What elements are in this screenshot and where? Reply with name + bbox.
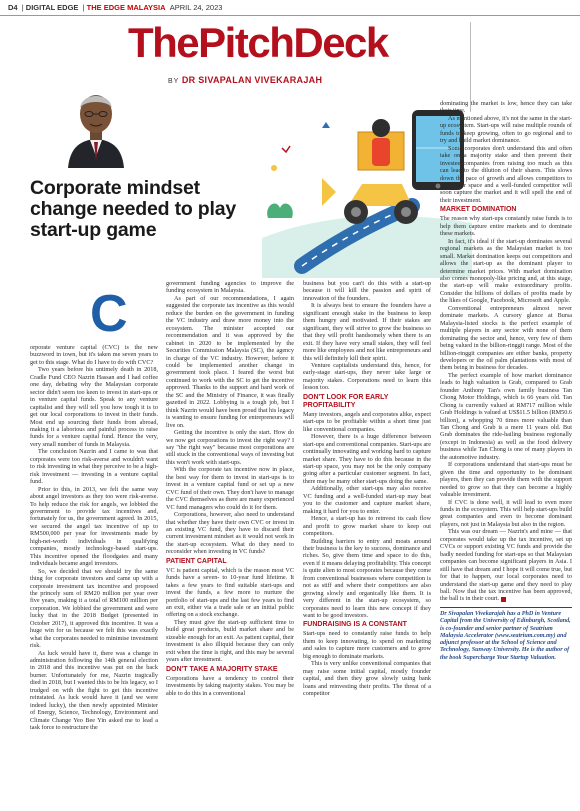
end-mark-icon (501, 597, 506, 602)
drop-cap: C (90, 285, 128, 343)
subheading-majority-stake: DON'T TAKE A MAJORITY STAKE (166, 665, 278, 673)
article-column-4 (440, 8, 572, 662)
paragraph: If CVC is done well, it will lead to even more funds in the ecosystem. This will help start-ups build great companies and even to become dominant players, not just in Malaysia but also in the region. (440, 498, 572, 528)
paragraph: As part of our recommendations, I again suggested the corporate tax incentive as this would reduce the burden on the government in funding the VC industry and draw more money into the ecosystem. The minister accepted our recommendation and it was approved by the cabinet in 2020 to be implemented by the Securities Commission Malaysia (SC), the agency in charge of the VC industry. However, before it could be implemented another change in government took place. I feared the worst but continued to work with the SC to get the incentive approved. Thanks to the support and hard work of the SC and the Ministry of Finance, it was finally gazetted in 2022. Lobbying is a tough job, but I think Nazrin would have been proud that his legacy is wanting to ensure funding for entrepreneurs will live on. (166, 294, 294, 429)
paragraph: VC is patient capital, which is the reason most VC funds have a seven- to 10-year fund lifetime. It takes a few years to find suitable start-ups and invest the funds, a few more to nurture the portfolio of start-ups and the last few years to find an exit, either via a trade sale or an initial public offering on a stock exchange. (166, 566, 294, 619)
article-column-3 (303, 280, 431, 698)
paragraph: In fact, it's ideal if the start-up dominates several regional markets as the Malaysian market is too small. Market domination keeps out competitors and allows the start-up as the dominant player to determine market prices. With market domination also comes monopoly-like pricing and, at this stage, the start-up will make extraordinary profits. Consider the billions of dollars of profits made by the likes of Google, Facebook, Microsoft and Apple. (440, 237, 572, 305)
article-column-2 (166, 280, 294, 697)
final-paragraph-text: This was our dream — Nazrin's and mine — that corporates would take up the tax incentive, set up CVCs or support existing VC funds and provide the badly needed funding for start-ups so that Malaysian companies can become significant players in Asia. I still have that dream and I hope it will come true, but for that to happen, our local corporates need to understand the start-up game and they need to play ball. Now that the tax incentive has been approved, the ball is in their court. (440, 528, 572, 603)
publication-name: THE EDGE MALAYSIA (86, 3, 166, 12)
paragraph: Start-ups need to constantly raise funds to help them to keep innovating, to spend on marketing and sales to capture more customers and to grow big enough to dominate markets. (303, 630, 431, 660)
paragraph-final (440, 528, 572, 603)
paragraph: Prior to this, in 2013, we felt the same way about angel investors as they too were risk-averse. To help reduce the risk for angels, we lobbied the government to provide tax incentives and, fortunately for us, the government agreed. In 2015, we secured the angel tax incentive of up to RM500,000 per year for investments made by high-net-worth individuals in qualifying companies, mostly technology-based start-ups. This incentive opened the floodgates and many individuals became angel investors. (30, 485, 158, 568)
paragraph: Many investors, angels and corporates alike, expect start-ups to be profitable within a short time just like conventional companies. (303, 410, 431, 433)
subheading-fundraising: FUNDRAISING IS A CONSTANT (303, 621, 407, 629)
paragraph: They must give the start-up sufficient time to build great products, build market share and be sizeable enough for an exit. As patient capital, their investment is also illiquid because they can only exit when the time is right, and this may be several years after investment. (166, 618, 294, 664)
paragraph: If corporations understand that start-ups must be given the time and opportunity to be dominant players, then they can provide them with the support needed to grow so that they can become a highly valuable investment. (440, 461, 572, 499)
paragraph: Venture capitalists understand this, hence, for early-stage start-ups, they never take large or majority stakes. Corporations need to learn this lesson too. (303, 361, 431, 392)
paragraph: It is always best to ensure the founders have a significant enough stake in the business to keep them hungry and motivated. If their stakes are significant, they will strive to grow the business so that they will profit handsomely when there is an exit. If they have very small stakes, they will feel more like employees and not like entrepreneurs and this will definitely kill their spirit. (303, 302, 432, 362)
paragraph: Some corporates don't understand this and often take on a majority stake and then prevent their investee companies from raising too much as this can lead to the dilution of their shares. This slows down the pace of growth and allows competitors to enter their space and a well-funded competitor will soon capture the market and it will spell the end of their investment. (440, 144, 572, 204)
paragraph: So, we decided that we should try the same thing for corporate investors and came up with a corporate investment tax incentive and proposed the princely sum of RM20 million per year over five years, making it a total of RM100 million per corporation. We lobbied the government and were lucky that in the 2018 Budget (presented in October 2017), it approved this incentive. It was a huge win for us because we felt this was exactly what the corporates needed to minimise investment risk. (30, 567, 158, 650)
paragraph: This is very unlike conventional companies that may raise some initial capital, mostly founder capital, and then they grow slowly using bank loans and reinvesting their profits. The threat of a competitor (303, 660, 431, 698)
author-bio: Dr Sivapalan Vivekarajah has a PhD in Venture Capital from the University of Edinburgh, Scotland, is co-founder and senior partner of Seatrium Malaysia Accelerator (www.seatrium.com.my) and adjunct professor at the School of Science and Technology, Sunway University. He is the author of the book Supercharge Your Startup Valuation. (440, 607, 572, 662)
paragraph: As mentioned above, it's not the same in the start-up ecosystem. Start-ups will raise multiple rounds of funds to keep growing, often to go regional and to try and build market dominance. (440, 114, 572, 145)
paragraph: Conventional entrepreneurs almost never dominate markets. A cursory glance at Bursa Malaysia-listed stocks is the perfect example of multiple players in any sector with none of them dominating the sector and, hence, very few of them being valued in the billion-ringgit range. Most of the billion-ringgit companies are either banks, property developers or the oil palm plantations with most of them being in business for decades. (440, 304, 572, 372)
issue-date: APRIL 24, 2023 (169, 3, 223, 12)
paragraph: The conclusion Nazrin and I came to was that corporates were too risk-averse and wouldn't want to risk investing in what they perceive to be a high-risk investment — investing in a venture capital fund. (30, 448, 158, 486)
paragraph: Building barriers to entry and moats around their business is the key to success, dominance and riches. So, give them time and space to do this, even if it means delaying profitability. This concept is quite alien to most corporates because they come from conventional businesses where competition is not as stiff and where their competitors are also growing slowly and organically like them. It is very different in the start-up ecosystem, so corporates need to learn this new concept if they want to be good investors. (303, 537, 431, 620)
column-masthead (128, 20, 388, 66)
paragraph: However, there is a huge difference between start-ups and conventional companies. Start-ups are continually innovating and working hard to capture market share. They have to do this because in the start-up space, you may not be the only company going after a particular customer segment. In fact, there may be many other start-ups doing the same. (303, 433, 431, 485)
paragraph: government funding agencies to improve the funding ecosystem in Malaysia. (166, 280, 294, 295)
paragraph: The reason why start-ups constantly raise funds is to help them capture entire markets and to dominate these markets. (440, 215, 572, 238)
masthead-the: The (128, 19, 199, 66)
masthead-spacer (440, 8, 572, 100)
byline-prefix: BY (168, 78, 180, 85)
dropcap-area (30, 285, 158, 344)
paragraph: With the corporate tax incentive now in place, the best way for them to invest in start-ups is to invest in a venture capital fund or set up a new CVC fund of their own. They don't have to manage the CVC themselves as there are many experienced VC fund managers who could do it for them. (166, 466, 294, 511)
folio: D4 | DIGITAL EDGE | THE EDGE MALAYSIA APRIL 24, 2023 (8, 3, 223, 12)
paragraph: As luck would have it, there was a change in administration following the 14th general election in 2018 and this incentive was put on the back burner. Unfortunately for me, Nazrin tragically died in 2018, but I wanted this to be his legacy, so I trudged on with the fight to get this incentive reinstated. As luck would have it (and we were indeed lucky), the then newly appointed Minister of Energy, Science, Technology, Environment and Climate Change Yeo Bee Yin asked me to lead a task force to restructure the (30, 649, 158, 732)
paragraph: Corporations, however, also need to understand that whether they have their own CVC or invest in an existing VC fund, they have to discard their current investment mindset as it would not work in the start-up ecosystem. What do they need to reconsider when investing in VC funds? (166, 511, 294, 556)
page-number: D4 (8, 3, 18, 12)
paragraph: orporate venture capital (CVC) is the new buzzword in town, but it's taken me seven years to get to this stage. What do I have to do with CVC? (30, 344, 158, 366)
masthead-pitch: Pitch (198, 19, 294, 66)
paragraph: Corporations have a tendency to control their investments by taking majority stakes. You may be able to do this in a conventional (166, 674, 294, 697)
subheading-patient-capital: PATIENT CAPITAL (166, 557, 227, 565)
paragraph: Two years before his untimely death in 2018, Cradle Fund CEO Nazrin Hassan and I had coffee one day, debating why the Malaysian corporate sector didn't seem too keen to invest in start-ups or in venture capital funds. Speak to any venture capitalist and they will tell you how tough it is to get our local corporations to invest in their funds. Most end up sourcing their funds from abroad, making it a laborious and painful process to raise funds for a venture capital fund. Hence the very, very small number of funds in Malaysia. (30, 366, 158, 448)
paragraph: The perfect example of how market dominance leads to high valuation is Grab, compared to Grab founder Anthony Tan's own family business Tan Chong Motor Holdings, which is 66 years old. Tan Chong is currently valued at RM717 million while Grab Holdings is valued at US$11.5 billion (RM50.6 billion), a whopping 70 times more valuable than Tan Chong and Grab is a mere 11 years old. But Grab dominates the ride-hailing business regionally (except in Indonesia) as well as the food delivery business while Tan Chong is one of many players in the automotive industry. (440, 371, 572, 461)
author-name: DR SIVAPALAN VIVEKARAJAH (181, 75, 323, 85)
article-headline: Corporate mindset change needed to play start-up game (30, 177, 237, 241)
paragraph: Getting the incentive is only the start. How do we now get corporations to invest the right way? I say "the right way" because most corporations are still stuck in the conventional ways of investing but this won't work with start-ups. (166, 429, 294, 466)
paragraph: Additionally, other start-ups may also receive VC funding and a well-funded start-up may beat you to the customer and capture market share, making it hard for you to enter. (303, 485, 431, 515)
article-column-1 (30, 285, 158, 732)
paragraph: dominating the market is low, hence they can take their time. (440, 100, 572, 115)
section-name: DIGITAL EDGE (25, 3, 79, 12)
masthead-deck: Deck (293, 19, 388, 66)
paragraph: business but you can't do this with a start-up because it will kill the passion and spirit of innovation of the founders. (303, 280, 431, 302)
byline (168, 75, 322, 85)
subheading-early-profitability: DON'T LOOK FOR EARLY PROFITABILITY (303, 393, 389, 409)
subheading-market-domination: MARKET DOMINATION (440, 206, 517, 214)
paragraph: Hence, a start-up has to reinvest its cash flow and profit to grow market share to keep out competitors. (303, 515, 431, 538)
author-portrait (62, 82, 130, 168)
